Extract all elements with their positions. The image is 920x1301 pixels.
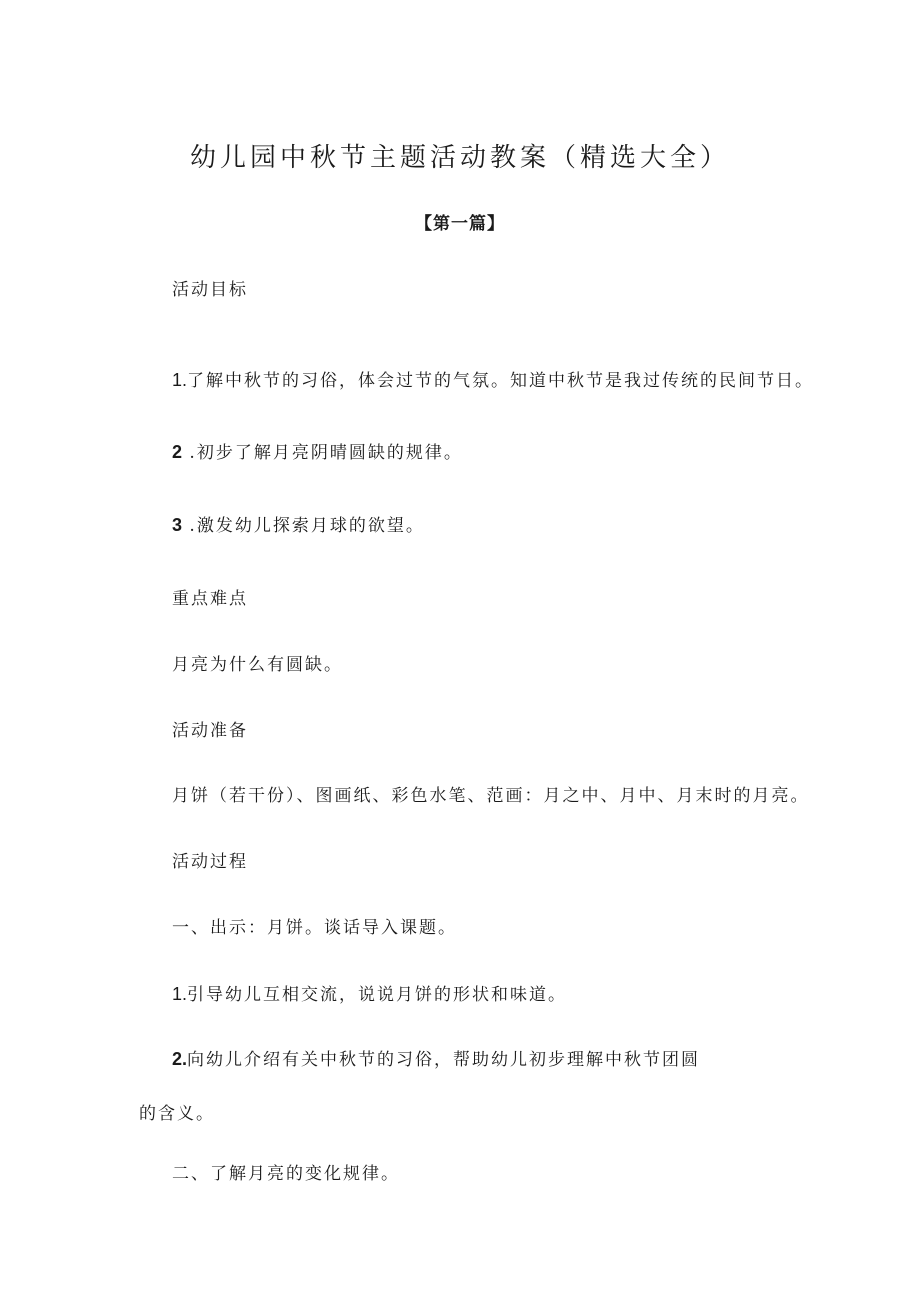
line-text: 活动目标 [172, 280, 248, 300]
list-number: 2. [172, 1049, 188, 1069]
list-number: 1. [172, 370, 188, 390]
section-heading: 【第一篇】 [415, 214, 505, 234]
line-text: 的含义。 [139, 1104, 215, 1124]
line-text: .初步了解月亮阴晴圆缺的规律。 [182, 443, 463, 463]
heading-preparation [172, 720, 248, 742]
list-number: 2 [172, 442, 183, 462]
heading-key-points [172, 588, 248, 610]
heading-activity-goals [172, 279, 248, 301]
goal-item-2 [172, 441, 463, 464]
line-text: .激发幼儿探索月球的欲望。 [182, 516, 425, 536]
line-text: 引导幼儿互相交流，说说月饼的形状和味道。 [187, 985, 568, 1005]
key-point-text [172, 654, 343, 676]
list-number: 1. [172, 984, 188, 1004]
line-text: 活动过程 [172, 852, 248, 872]
list-number: 3 [172, 515, 183, 535]
goal-item-3 [172, 514, 425, 537]
line-text: 重点难点 [172, 589, 248, 609]
line-text: 了解中秋节的习俗，体会过节的气氛。知道中秋节是我过传统的民间节日。 [187, 371, 815, 391]
process-step-1 [172, 917, 457, 939]
process-substep-1 [172, 983, 567, 1006]
line-text: 月饼（若干份）、图画纸、彩色水笔、范画：月之中、月中、月末时的月亮。 [172, 786, 810, 806]
line-text: 二、了解月亮的变化规律。 [172, 1164, 400, 1184]
process-substep-2 [172, 1048, 700, 1071]
heading-process [172, 851, 248, 873]
process-step-2 [172, 1163, 400, 1185]
goal-item-1 [172, 369, 814, 392]
line-text: 月亮为什么有圆缺。 [172, 655, 343, 675]
preparation-text [172, 785, 810, 807]
process-substep-2-continued [139, 1103, 215, 1125]
line-text: 一、出示：月饼。谈话导入课题。 [172, 918, 457, 938]
document-title: 幼儿园中秋节主题活动教案（精选大全） [189, 143, 730, 173]
line-text: 向幼儿介绍有关中秋节的习俗，帮助幼儿初步理解中秋节团圆 [187, 1050, 701, 1070]
line-text: 活动准备 [172, 721, 248, 741]
